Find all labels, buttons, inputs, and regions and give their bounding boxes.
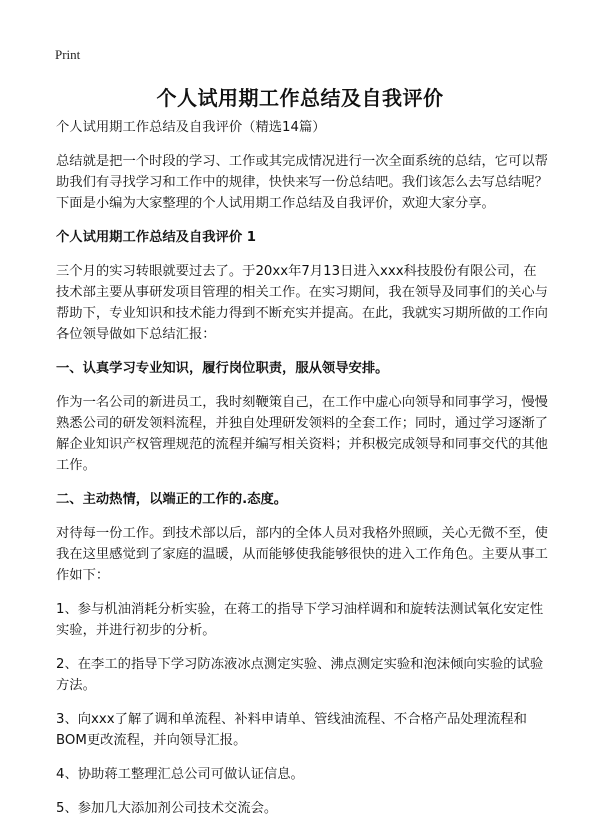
article-heading: 个人试用期工作总结及自我评价 1 bbox=[56, 230, 257, 245]
section-1-paragraph: 作为一名公司的新进员工，我时刻鞭策自己，在工作中虚心向领导和同事学习，慢慢熟悉公司的研发领料流程，并独自处理研发领料的全套工作；同时，通过学习逐渐了解企业知识产权管理规范的流程并编写相关资料；并积极完成领导和同事交代的其他工作。 bbox=[56, 395, 548, 473]
list-item: 3、向xxx了解了调和单流程、补料申请单、管线油流程、不合格产品处理流程和BOM更改流程，并向领导汇报。 bbox=[56, 712, 527, 748]
page-title: 个人试用期工作总结及自我评价 bbox=[156, 86, 444, 110]
list-item: 1、参与机油消耗分析实验，在蒋工的指导下学习油样调和和旋转法测试氧化安定性实验，并进行初步的分析。 bbox=[56, 602, 544, 638]
body-paragraph: 三个月的实习转眼就要过去了。于20xx年7月13日进入xxx科技股份有限公司，在技术部主要从事研发项目管理的相关工作。在实习期间，我在领导及同事们的关心与帮助下，专业知识和技术能力得到不断充实并提高。在此，我就实习期所做的工作向各位领导做如下总结汇报： bbox=[56, 264, 548, 342]
intro-paragraph: 总结就是把一个时段的学习、工作或其完成情况进行一次全面系统的总结，它可以帮助我们有寻找学习和工作中的规律，快快来写一份总结吧。我们该怎么去写总结呢？下面是小编为大家整理的个人试用期工作总结及自我评价，欢迎大家分享。 bbox=[56, 154, 548, 211]
list-item: 5、参加几大添加剂公司技术交流会。 bbox=[56, 801, 278, 816]
list-item: 4、协助蒋工整理汇总公司可做认证信息。 bbox=[56, 767, 304, 782]
section-heading-2: 二、主动热情，以端正的工作的.态度。 bbox=[56, 492, 288, 507]
document-body bbox=[56, 117, 548, 832]
section-heading-1: 一、认真学习专业知识，履行岗位职责，服从领导安排。 bbox=[56, 361, 389, 376]
document-subtitle: 个人试用期工作总结及自我评价（精选14篇） bbox=[56, 120, 326, 135]
list-item: 2、在李工的指导下学习防冻液冰点测定实验、沸点测定实验和泡沫倾向实验的试验方法。 bbox=[56, 657, 544, 693]
section-2-paragraph: 对待每一份工作。到技术部以后，部内的全体人员对我格外照顾，关心无微不至，使我在这里感觉到了家庭的温暖，从而能够使我能够很快的进入工作角色。主要从事工作如下： bbox=[56, 526, 548, 583]
print-link[interactable]: Print bbox=[55, 47, 81, 62]
